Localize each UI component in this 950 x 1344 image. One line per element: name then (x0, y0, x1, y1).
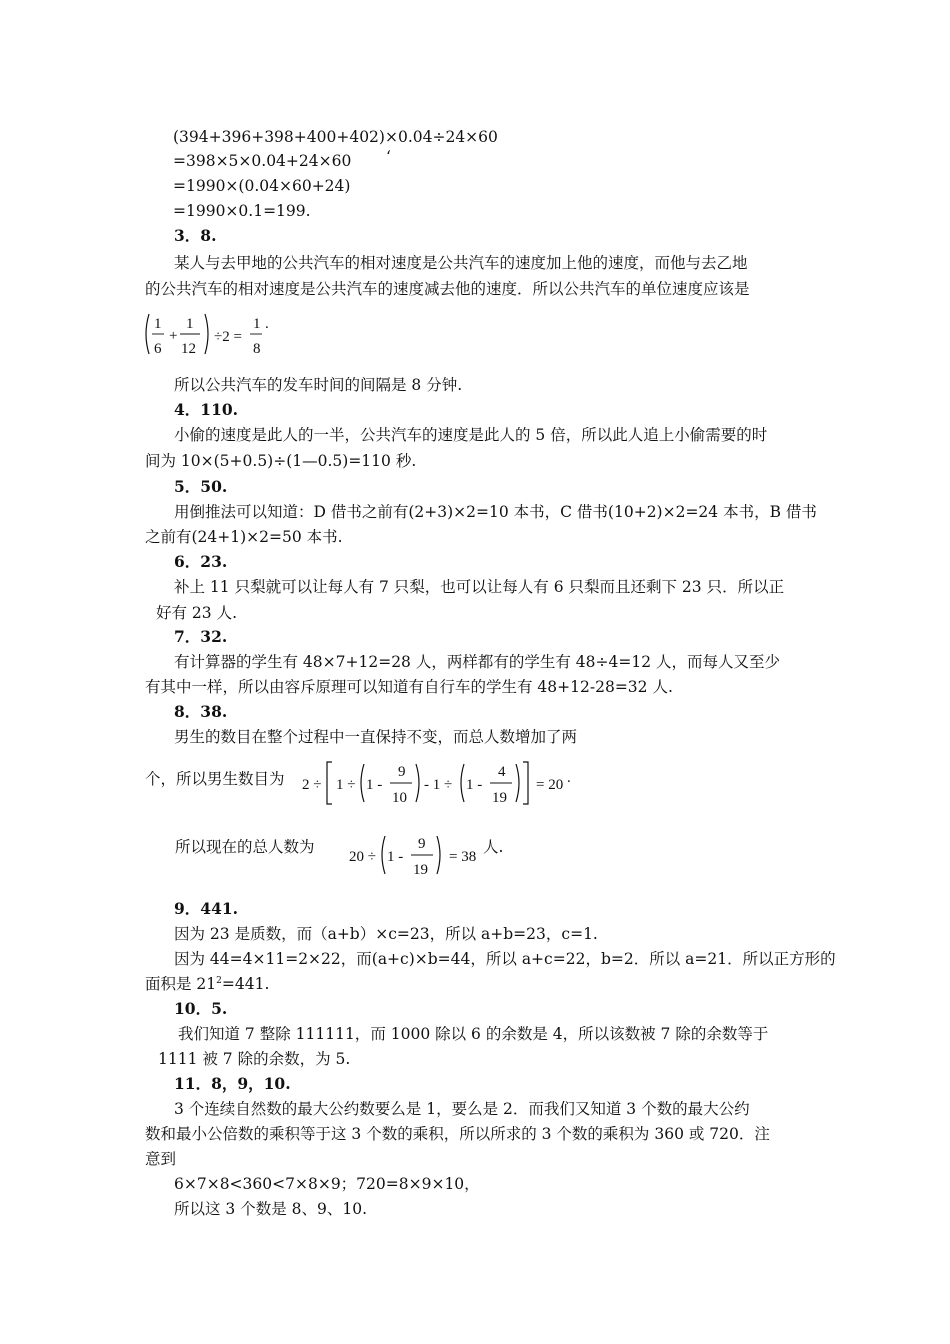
formula-q8-a (300, 758, 580, 810)
answer-7-number: 7．32. (174, 627, 228, 646)
answer-6-number: 6．23. (174, 552, 228, 571)
paren-left (146, 314, 149, 354)
answer-7-text-1: 有计算器的学生有 48×7+12=28 人，两样都有的学生有 48÷4=12 人，而每人又至少 (174, 653, 780, 671)
answer-5-text-2: 之前有(24+1)×2=50 本书. (145, 528, 343, 546)
frac-a-den: 10 (392, 790, 407, 806)
one-minus-b: 1 - (466, 777, 483, 793)
frac-c-den: 19 (413, 862, 428, 878)
frac-c-num: 9 (418, 836, 426, 852)
answer-10-text-2: 1111 被 7 除的余数，为 5. (158, 1050, 351, 1068)
frac1-num: 1 (154, 316, 162, 332)
calc-line-1: (394+396+398+400+402)×0.04÷24×60 (173, 128, 498, 146)
paren-right-b (516, 764, 519, 802)
bracket-left (327, 762, 332, 804)
formula-q8-b (345, 830, 495, 882)
answer-3-text-1: 某人与去甲地的公共汽车的相对速度是公共汽车的速度加上他的速度，而他与去乙地 (174, 254, 748, 272)
one-minus-a: 1 - (366, 777, 383, 793)
answer-9-text-1: 因为 23 是质数，而（a+b）×c=23，所以 a+b=23，c=1. (174, 925, 598, 943)
answer-8-number: 8．38. (174, 702, 228, 721)
calc-line-2: =398×5×0.04+24×60 (173, 152, 352, 170)
answer-8-text-3: 所以现在的总人数为 (175, 838, 315, 856)
answer-9-text-3 (145, 973, 269, 995)
one-minus-c: 1 - (387, 849, 404, 865)
paren-left-c (382, 836, 385, 874)
result-thirty-eight: = 38 (449, 849, 477, 865)
answer-10-number: 10．5. (174, 999, 228, 1018)
answer-11-text-2: 数和最小公倍数的乘积等于这 3 个数的乘积，所以所求的 3 个数的乘积为 360 或 720．注 (145, 1125, 770, 1143)
answer-4-number: 4．110. (174, 400, 239, 419)
result-num: 1 (253, 316, 261, 332)
answer-7-text-2: 有其中一样，所以由容斥原理可以知道有自行车的学生有 48+12-28=32 人. (145, 678, 673, 696)
frac1-den: 6 (154, 341, 162, 357)
two-div: 2 ÷ (302, 777, 322, 793)
answer-9-text-2: 因为 44=4×11=2×22，而(a+c)×b=44，所以 a+c=22，b=2．所以 a=21．所以正方形的 (174, 950, 836, 968)
answer-11-text-1: 3 个连续自然数的最大公约数要么是 1，要么是 2．而我们又知道 3 个数的最大公约 (174, 1100, 750, 1118)
calc-line-3: =1990×(0.04×60+24) (173, 177, 351, 195)
paren-right-a (416, 764, 419, 802)
answer-6-text-1: 补上 11 只梨就可以让每人有 7 只梨，也可以让每人有 6 只梨而且还剩下 23 只．所以正 (174, 578, 785, 596)
twenty-div: 20 ÷ (349, 849, 376, 865)
paren-right (205, 314, 208, 354)
bracket-right (523, 762, 528, 804)
answer-6-text-2: 好有 23 人. (156, 604, 238, 622)
answer-4-text-2: 间为 10×(5+0.5)÷(1—0.5)=110 秒. (145, 452, 417, 470)
answer-3-number: 3．8. (174, 226, 217, 245)
formula-q3 (140, 310, 280, 362)
answer-8-unit: 人. (483, 838, 504, 856)
stray-mark: ‘ (386, 148, 391, 166)
period-a: . (567, 770, 571, 786)
answer-9-number: 9．441. (174, 899, 239, 918)
result-den: 8 (253, 341, 261, 357)
answer-8-text-2: 个，所以男生数目为 (145, 770, 285, 788)
answer-5-number: 5．50. (174, 477, 228, 496)
minus-one-div: - 1 ÷ (424, 777, 453, 793)
plus-sign: + (169, 328, 178, 344)
calc-line-4: =1990×0.1=199. (173, 202, 311, 220)
frac-b-den: 19 (492, 790, 507, 806)
paren-right-c (437, 836, 440, 874)
frac2-den: 12 (181, 341, 196, 357)
answer-3-text-3: 所以公共汽车的发车时间的间隔是 8 分钟. (174, 376, 463, 394)
answer-11-text-5: 所以这 3 个数是 8、9、10. (174, 1200, 368, 1218)
area-result: =441. (221, 975, 270, 993)
answer-11-text-4: 6×7×8<360<7×8×9；720=8×9×10， (174, 1175, 480, 1193)
answer-11-number: 11．8，9，10. (174, 1074, 291, 1093)
result-twenty: = 20 (536, 777, 564, 793)
frac-b-num: 4 (498, 764, 506, 780)
answer-8-text-1: 男生的数目在整个过程中一直保持不变，而总人数增加了两 (174, 728, 578, 746)
period: . (265, 316, 269, 332)
answer-11-text-3: 意到 (145, 1150, 177, 1168)
frac2-num: 1 (186, 316, 194, 332)
answer-4-text-1: 小偷的速度是此人的一半，公共汽车的速度是此人的 5 倍，所以此人追上小偷需要的时 (174, 426, 768, 444)
answer-10-text-1: 我们知道 7 整除 111111，而 1000 除以 6 的余数是 4，所以该数被 7 除的余数等于 (178, 1025, 769, 1043)
one-div-a: 1 ÷ (336, 777, 356, 793)
div-two: ÷2 = (214, 329, 242, 345)
frac-a-num: 9 (398, 764, 406, 780)
area-prefix: 面积是 21 (145, 975, 217, 993)
paren-left-b (461, 764, 464, 802)
exponent: 2 (216, 975, 222, 986)
answer-5-text-1: 用倒推法可以知道：D 借书之前有(2+3)×2=10 本书，C 借书(10+2)×2=24 本书，B 借书 (174, 503, 817, 521)
answer-3-text-2: 的公共汽车的相对速度是公共汽车的速度减去他的速度．所以公共汽车的单位速度应该是 (145, 280, 750, 298)
paren-left-a (361, 764, 364, 802)
